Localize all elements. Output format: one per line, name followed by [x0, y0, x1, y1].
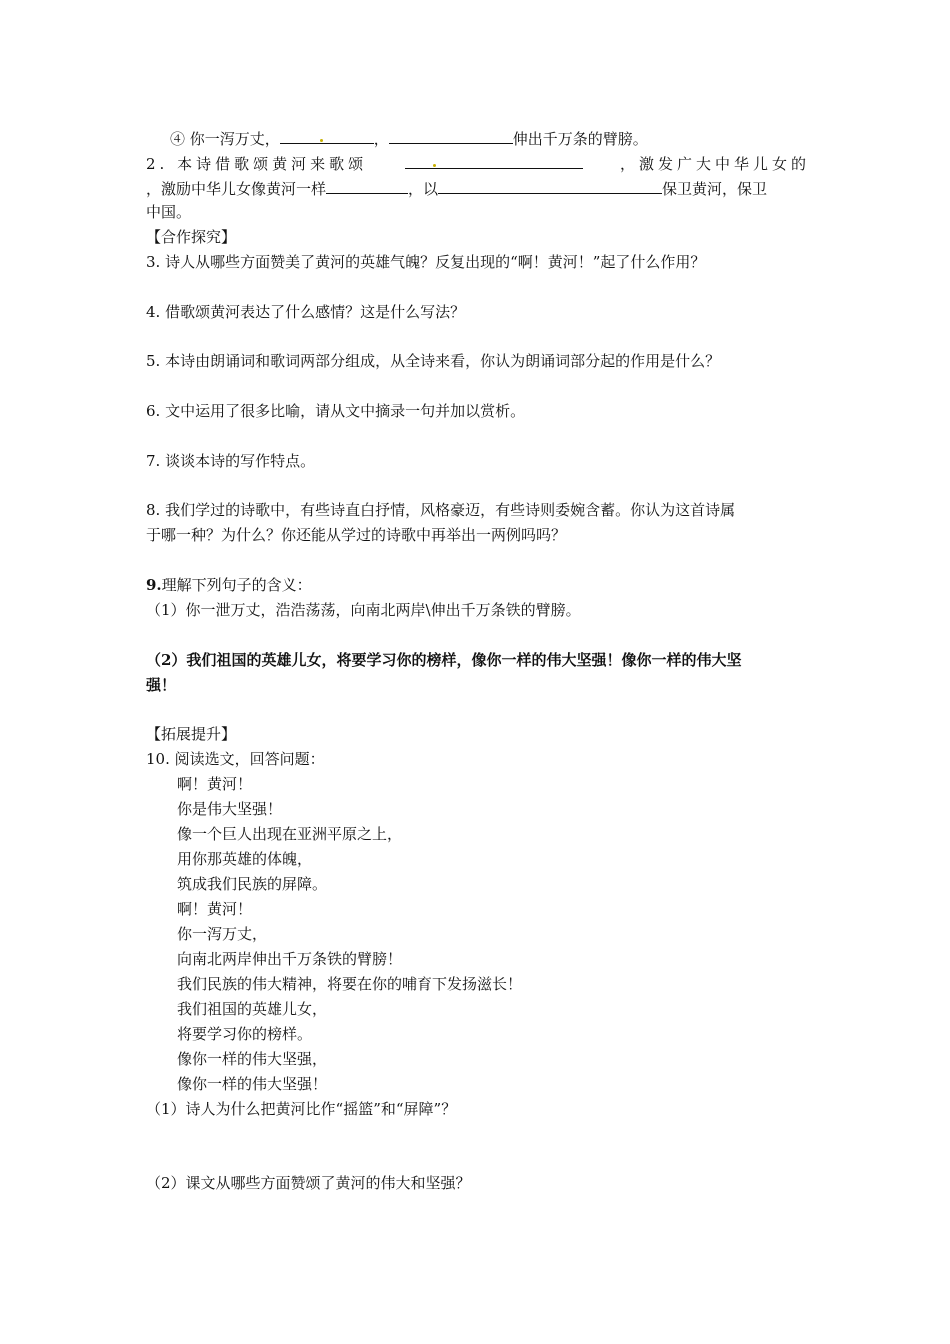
- q2-line2-c: 保卫黄河，保卫: [662, 180, 768, 198]
- poem-line: 我们民族的伟大精神，将要在你的哺育下发扬滋长！: [177, 975, 523, 993]
- q1-item4-prefix: ④ 你一泻万丈，: [170, 130, 280, 148]
- answer-blank-2[interactable]: [389, 128, 513, 144]
- answer-blank-4[interactable]: [326, 178, 408, 194]
- mark-dot: [433, 164, 436, 167]
- poem-line: 向南北两岸伸出千万条铁的臂膀！: [177, 950, 403, 968]
- poem-line: 你是伟大坚强！: [177, 800, 283, 818]
- poem-line: 用你那英雄的体魄，: [177, 850, 313, 868]
- question-6: 6. 文中运用了很多比喻，请从文中摘录一句并加以赏析。: [146, 402, 526, 420]
- q9-sentence-2-line-1: （2）我们祖国的英雄儿女，将要学习你的榜样，像你一样的伟大坚强！像你一样的伟大坚: [146, 651, 742, 669]
- q2-line2-a: ，激励中华儿女像黄河一样: [146, 180, 327, 198]
- q10-sub-question-1: （1）诗人为什么把黄河比作“摇篮”和“屏障”？: [146, 1100, 457, 1118]
- q1-item4-suffix: 伸出千万条的臂膀。: [512, 130, 648, 148]
- q9-title: 理解下列句子的含义：: [161, 576, 312, 594]
- poem-line: 像一个巨人出现在亚洲平原之上，: [177, 825, 403, 843]
- q2-line-2: [146, 178, 810, 198]
- q2-line-3: 中国。: [146, 203, 192, 221]
- q2-line2-b: ，以: [408, 180, 439, 198]
- question-8-line-1: 8. 我们学过的诗歌中，有些诗直白抒情，风格豪迈，有些诗则委婉含蓄。你认为这首诗属: [146, 501, 736, 519]
- q9-sentence-2-line-2: 强！: [146, 676, 177, 694]
- question-8-line-2: 于哪一种？为什么？你还能从学过的诗歌中再举出一两例吗吗？: [146, 526, 567, 544]
- q2-part1: 2. 本诗借歌颂黄河来歌颂: [146, 155, 368, 173]
- question-7: 7. 谈谈本诗的写作特点。: [146, 452, 316, 470]
- q1-item-4: [170, 128, 834, 148]
- poem-line: 将要学习你的榜样。: [177, 1025, 313, 1043]
- q1-item4-comma: ，: [373, 130, 389, 148]
- q2-part2: ，激发广大中华儿女的: [619, 155, 810, 173]
- poem-line: 啊！黄河！: [177, 775, 253, 793]
- answer-blank-5[interactable]: [438, 178, 662, 194]
- poem-line: 啊！黄河！: [177, 900, 253, 918]
- question-4: 4. 借歌颂黄河表达了什么感情？这是什么写法？: [146, 303, 466, 321]
- question-10-title: 10. 阅读选文，回答问题：: [146, 750, 325, 768]
- question-5: 5. 本诗由朗诵词和歌词两部分组成，从全诗来看，你认为朗诵词部分起的作用是什么？: [146, 352, 721, 370]
- q9-number: 9.: [146, 576, 162, 594]
- answer-blank-1[interactable]: [280, 128, 374, 144]
- section-heading-extend: 【拓展提升】: [146, 725, 237, 743]
- poem-line: 我们祖国的英雄儿女，: [177, 1000, 328, 1018]
- question-3: 3. 诗人从哪些方面赞美了黄河的英雄气魄？反复出现的“啊！黄河！”起了什么作用？: [146, 253, 706, 271]
- poem-line: 像你一样的伟大坚强！: [177, 1075, 328, 1093]
- q9-sentence-1: （1）你一泄万丈，浩浩荡荡，向南北两岸\伸出千万条铁的臂膀。: [146, 601, 581, 619]
- q2-line-1: [146, 153, 810, 173]
- q10-sub-question-2: （2）课文从哪些方面赞颂了黄河的伟大和坚强？: [146, 1174, 471, 1192]
- poem-line: 筑成我们民族的屏障。: [177, 875, 328, 893]
- section-heading-cooperate: 【合作探究】: [146, 228, 237, 246]
- question-9-title: [146, 576, 810, 594]
- poem-line: 像你一样的伟大坚强，: [177, 1050, 328, 1068]
- answer-blank-3[interactable]: [405, 153, 583, 169]
- mark-dot: [320, 139, 323, 142]
- poem-line: 你一泻万丈，: [177, 925, 268, 943]
